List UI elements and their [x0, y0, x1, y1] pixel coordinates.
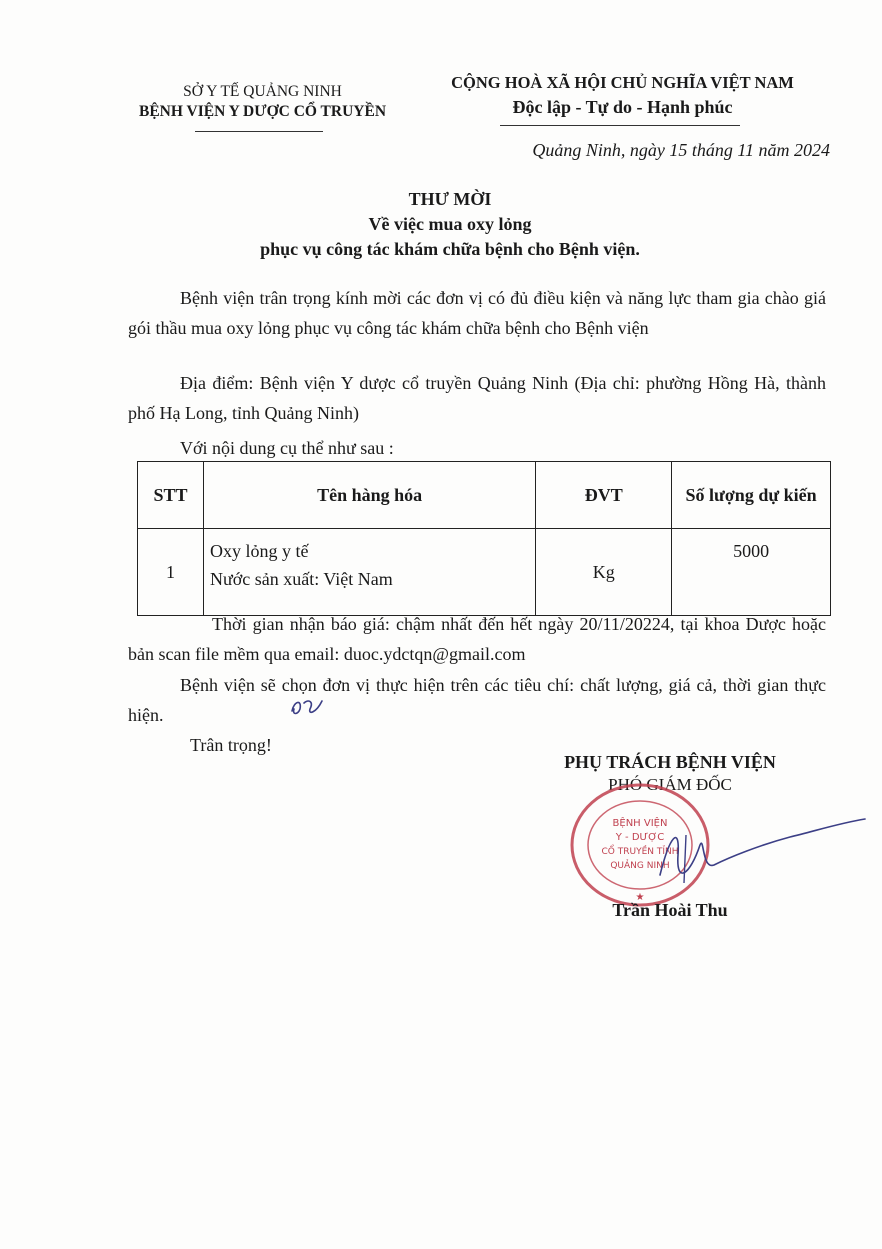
- item-name: Oxy lỏng y tế: [209, 541, 309, 561]
- table-header-row: [138, 462, 831, 529]
- col-name: Tên hàng hóa: [203, 462, 535, 529]
- handwritten-initial: [288, 695, 328, 719]
- department-name: SỞ Y TẾ QUẢNG NINH: [183, 83, 342, 100]
- cell-name: [203, 529, 535, 616]
- goods-table: [137, 461, 831, 616]
- col-unit: ĐVT: [536, 462, 672, 529]
- cell-unit: Kg: [536, 529, 672, 616]
- document-title: [150, 187, 750, 262]
- closing-text: Trân trọng!: [190, 735, 272, 755]
- item-origin: Nước sản xuất: Việt Nam: [209, 569, 393, 589]
- signer-role: PHỤ TRÁCH BỆNH VIỆN: [564, 752, 776, 772]
- cell-qty: 5000: [672, 529, 831, 616]
- title-subject-2: phục vụ công tác khám chữa bệnh cho Bệnh viện.: [260, 239, 640, 259]
- col-qty: Số lượng dự kiến: [672, 462, 831, 529]
- signer-name: Trần Hoài Thu: [612, 900, 728, 920]
- svg-text:CỔ TRUYỀN TỈNH: CỔ TRUYỀN TỈNH: [601, 847, 679, 857]
- location-paragraph: Địa điểm: Bệnh viện Y dược cổ truyền Quảng Ninh (Địa chỉ: phường Hồng Hà, thành phố Hạ Long, tỉnh Quảng Ninh): [128, 373, 826, 423]
- svg-text:★: ★: [635, 892, 645, 903]
- country-name: CỘNG HOÀ XÃ HỘI CHỦ NGHĨA VIỆT NAM: [451, 73, 794, 92]
- content-intro: Với nội dung cụ thể như sau :: [180, 438, 394, 458]
- svg-text:QUẢNG NINH: QUẢNG NINH: [610, 861, 670, 871]
- criteria-paragraph: Bệnh viện sẽ chọn đơn vị thực hiện trên các tiêu chí: chất lượng, giá cả, thời gian thực hiện.: [128, 675, 826, 725]
- col-stt: STT: [138, 462, 204, 529]
- issuing-organization: [110, 82, 415, 122]
- motto: Độc lập - Tự do - Hạnh phúc: [512, 97, 733, 117]
- title-subject-1: Về việc mua oxy lỏng: [368, 214, 532, 234]
- intro-paragraph: Bệnh viện trân trọng kính mời các đơn vị có đủ điều kiện và năng lực tham gia chào giá gói thầu mua oxy lỏng phục vụ công tác khám chữa bệnh cho Bệnh viện: [128, 288, 826, 338]
- deadline-paragraph: Thời gian nhận báo giá: chậm nhất đến hết ngày 20/11/20224, tại khoa Dược hoặc bản scan file mềm qua email: duoc.ydctqn@gmail.com: [128, 614, 826, 664]
- table-row: [138, 529, 831, 616]
- svg-text:Y - DƯỢC: Y - DƯỢC: [615, 832, 665, 843]
- cell-stt: 1: [138, 529, 204, 616]
- national-motto: [420, 72, 825, 120]
- hospital-name: BỆNH VIỆN Y DƯỢC CỔ TRUYỀN: [138, 103, 387, 120]
- signer-title: PHÓ GIÁM ĐỐC: [608, 775, 732, 794]
- handwritten-signature: [640, 815, 870, 895]
- header-left-underline: [195, 131, 323, 132]
- header-right-underline: [500, 125, 740, 126]
- svg-text:BỆNH VIỆN: BỆNH VIỆN: [612, 818, 668, 829]
- date-line: Quảng Ninh, ngày 15 tháng 11 năm 2024: [532, 140, 830, 160]
- title-main: THƯ MỜI: [408, 189, 492, 209]
